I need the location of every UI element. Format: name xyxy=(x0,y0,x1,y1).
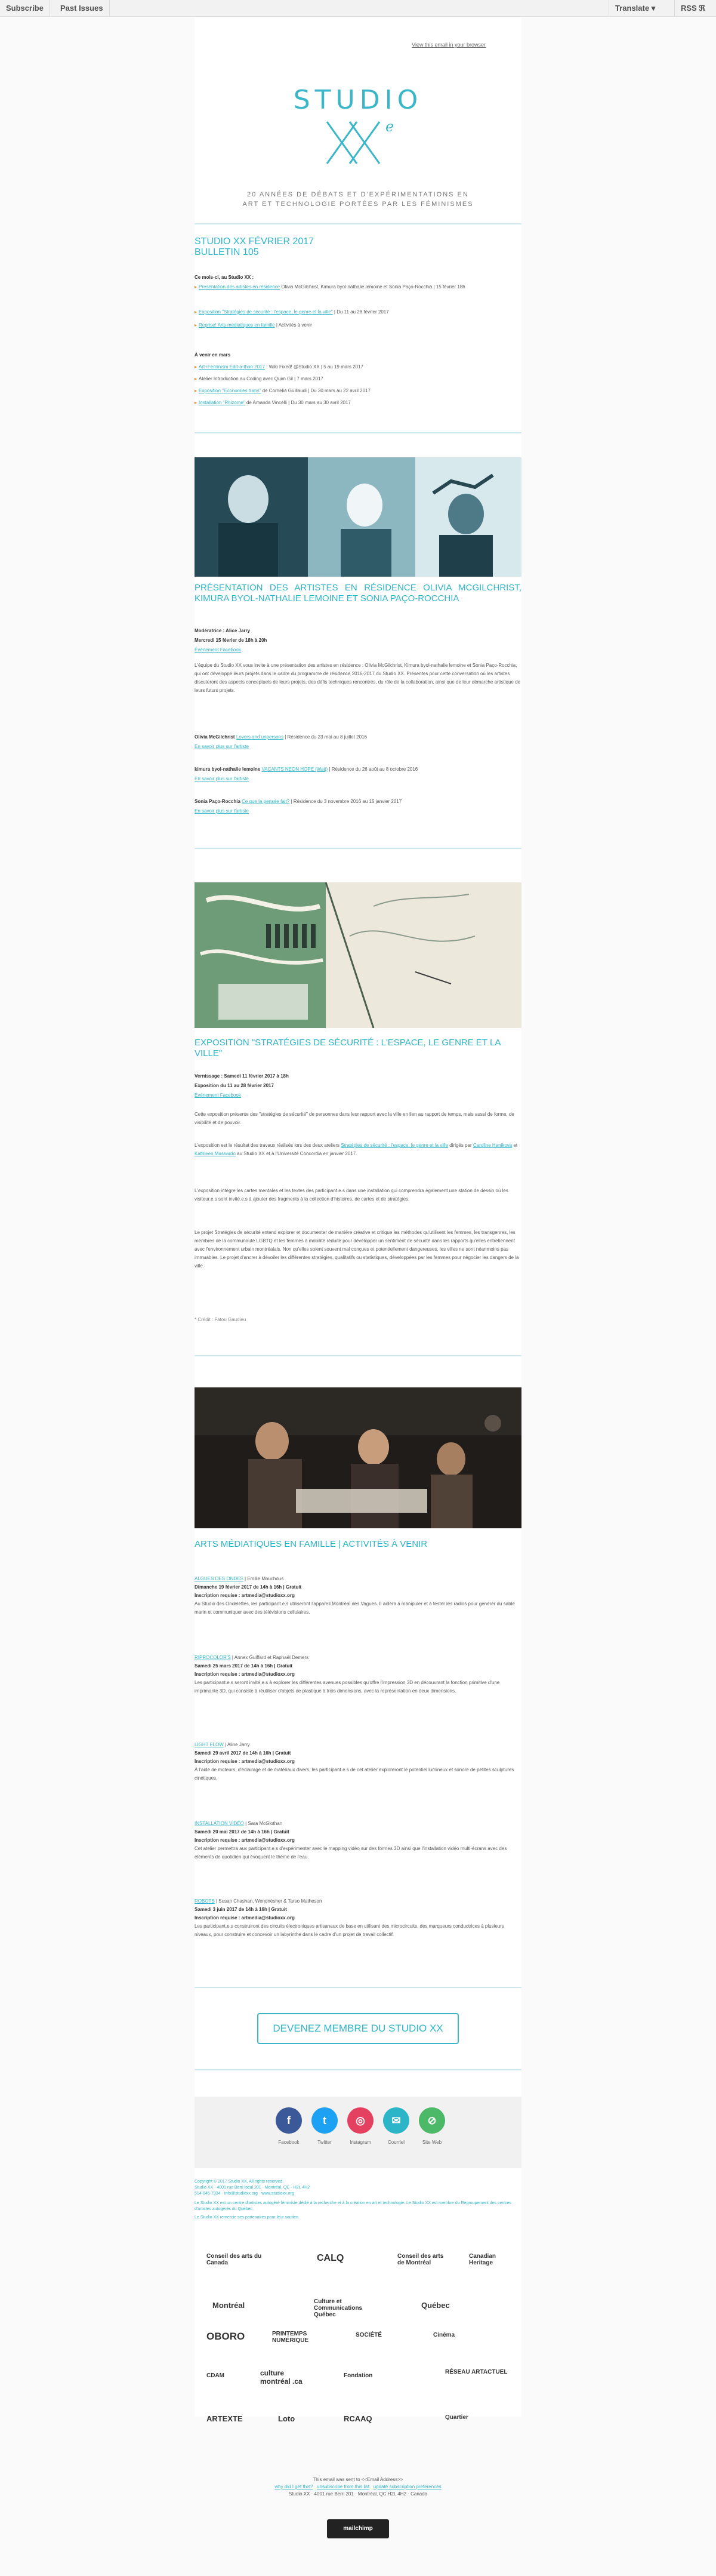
email-icon[interactable]: ✉ xyxy=(383,2107,409,2134)
artist-more-link[interactable]: En savoir plus sur l'artiste xyxy=(195,776,249,781)
artist-project-link[interactable]: Lovers and unpersons xyxy=(236,734,283,740)
social-label[interactable]: Site Web xyxy=(422,2140,442,2145)
subscribe-link[interactable]: Subscribe xyxy=(0,0,50,17)
bulletin-title-line-1: STUDIO XX FÉVRIER 2017 xyxy=(195,236,314,247)
bullet-arrow-icon: ▸ xyxy=(195,388,197,393)
residents-photo-image xyxy=(195,457,521,577)
expo-p2-text: L'exposition est le résultat des travaux réalisés lors des deux ateliers xyxy=(195,1143,341,1148)
expo-dates xyxy=(195,1082,521,1090)
family-event-date xyxy=(195,1583,521,1592)
family-event xyxy=(195,1654,521,1695)
partner-logo[interactable]: Quartier xyxy=(445,2414,468,2421)
expo-fb-link-row xyxy=(195,1091,521,1100)
partner-logos xyxy=(195,2235,521,2454)
upcoming-item-link[interactable]: Exposition "Economies trans" xyxy=(199,388,261,393)
family-event-registration-text: Inscription requise : artmedia@studioxx.org xyxy=(195,1915,295,1921)
bulletin-item-link[interactable]: Exposition "Stratégies de sécurité : l'espace, le genre et la ville" xyxy=(199,309,333,315)
family-event-heading xyxy=(195,1654,521,1662)
social-label[interactable]: Courriel xyxy=(387,2140,405,2145)
bullet-arrow-icon: ▸ xyxy=(195,309,197,315)
partner-logo[interactable]: Fondation xyxy=(344,2372,373,2379)
logo-wordmark: STUDIO xyxy=(293,85,423,115)
upcoming-label xyxy=(195,351,521,359)
copyright-thanks: Le Studio XX remercie ses partenaires pour leur soutien. xyxy=(195,2215,300,2220)
footer-address: Studio XX · 4001 rue Berri 201 · Montréal, QC H2L 4H2 · Canada xyxy=(288,2491,428,2497)
artist-entry xyxy=(195,798,521,806)
upcoming-label-text: À venir en mars xyxy=(195,352,231,358)
artist-more-link[interactable]: En savoir plus sur l'artiste xyxy=(195,808,249,814)
copyright-contact[interactable]: 514-845-7934 · info@studioxx.org · www.studioxx.org xyxy=(195,2192,294,2196)
family-event-host: | Emilie Mouchous xyxy=(243,1576,284,1581)
partner-logo[interactable]: Cinéma xyxy=(433,2332,455,2338)
bulletin-item xyxy=(195,321,521,330)
family-event-description: À l'aide de moteurs, d'éclairage et de matériaux divers, les participant.e.s de cet atelier exploreront le potentiel lumineux et sonore de petites sculptures cinétiques. xyxy=(195,1767,514,1781)
artist-link[interactable]: Kathleen Massardo xyxy=(195,1151,236,1156)
family-event-date xyxy=(195,1662,521,1670)
family-event-link[interactable]: INSTALLATION VIDÉO xyxy=(195,1821,244,1826)
expo-vernissage xyxy=(195,1072,521,1081)
upcoming-item-text: de Amanda Vincelli | Du 30 mars au 30 avril 2017 xyxy=(245,400,351,405)
expo-p4: Le projet Stratégies de sécurité entend explorer et documenter de manière créative et critique les méthodes qu'utilisent les femmes, les transgenres, les membres de la communauté LGBTQ et les femmes à mobilité réduite pour développer un sentiment de sécurité dans les rapports qu'elles entretiennent avec l'environnement urbain montréalais. Non qu'elles soient souvent mal conçues et potentiellement dangereuses, les villes ne sont néanmoins pas immuables. Le projet d'ancrer à dévoiler les différentes stratégies, qualitatifs ou statistiques, développées par les femmes pour négocier les dangers de la ville. xyxy=(195,1230,519,1269)
upcoming-item xyxy=(195,399,521,407)
partner-logo[interactable]: ARTEXTE xyxy=(206,2414,243,2423)
partner-logo[interactable]: Culture et Communications Québec xyxy=(314,2298,363,2318)
divider xyxy=(195,223,521,224)
bulletin-item-text: | Du 11 au 28 février 2017 xyxy=(332,309,389,315)
family-event-host: | Sara McGlothan xyxy=(243,1821,283,1826)
social-label[interactable]: Facebook xyxy=(278,2140,300,2145)
copyright-address: Studio XX · 4001 rue Berri local 201 · Montréal, QC · H2L 4H2 xyxy=(195,2186,310,2190)
moderator-text: Modératrice : Alice Jarry xyxy=(195,628,251,633)
logo-superscript: e xyxy=(385,118,394,135)
email-footer xyxy=(0,2476,716,2498)
partner-logo[interactable]: CDAM xyxy=(206,2372,224,2379)
tagline-line-1: 20 ANNÉES DE DÉBATS ET D'EXPÉRIMENTATIONS EN xyxy=(247,191,469,198)
residents-when xyxy=(195,636,521,645)
family-event-date xyxy=(195,1749,521,1758)
partner-logo[interactable]: OBORO xyxy=(206,2331,245,2342)
partner-logo[interactable]: Montréal xyxy=(212,2301,245,2310)
family-event-description: Cet atelier permettra aux participant.e.s d'expérimenter avec le mapping vidéo sur des formes 3D ainsi que l'installation vidéo multi-écrans avec des éléments de quotidien qui évoquent le thème de l'eau. xyxy=(195,1846,507,1860)
partner-logo[interactable]: PRINTEMPS NUMÉRIQUE xyxy=(272,2331,309,2344)
artist-dates: | Résidence du 3 novembre 2016 au 15 janvier 2017 xyxy=(289,799,402,804)
social-label[interactable]: Twitter xyxy=(317,2140,332,2145)
upcoming-item xyxy=(195,363,521,371)
upcoming-item-link[interactable]: Art+Feminism Edit-a-thon 2017 xyxy=(199,364,265,370)
view-in-browser-link[interactable]: View this email in your browser xyxy=(412,42,486,48)
bullet-arrow-icon: ▸ xyxy=(195,376,197,381)
residents-title: PRÉSENTATION DES ARTISTES EN RÉSIDENCE OLIVIA MCGILCHRIST, KIMURA BYOL-NATHALIE LEMOINE ET SONIA PAÇO-ROCCHIA xyxy=(195,583,521,604)
expo-p2-text: dirigés par xyxy=(448,1143,473,1148)
upcoming-item-text: : Wiki Fixed! @Studio XX | 5 au 19 mars 2017 xyxy=(264,364,363,370)
artist-link[interactable]: Caroline Hanikova xyxy=(473,1143,513,1148)
family-event-date-text: Samedi 3 juin 2017 de 14h à 16h | Gratuit xyxy=(195,1907,287,1912)
become-member-button[interactable]: DEVENEZ MEMBRE DU STUDIO XX xyxy=(257,2013,459,2044)
expo-p1: Cette exposition présente des "stratégies de sécurité" de personnes dans leur rapport avec la ville en lien au rapport de temps, mais aussi de forme, de visibilité et de pouvoir. xyxy=(195,1112,514,1125)
bulletin-title-line-2: BULLETIN 105 xyxy=(195,247,259,257)
moderator xyxy=(195,627,521,635)
divider xyxy=(195,1355,521,1356)
artist-dates: | Résidence du 26 août au 8 octobre 2016 xyxy=(328,767,418,772)
divider xyxy=(195,1987,521,1988)
expo-dates-text: Exposition du 11 au 28 février 2017 xyxy=(195,1083,274,1088)
family-event-registration xyxy=(195,1758,521,1766)
update-preferences-link[interactable]: update subscription preferences xyxy=(373,2484,442,2489)
bulletin-item-text: | Activités à venir xyxy=(274,322,312,328)
artist-more-row xyxy=(195,775,521,783)
bullet-arrow-icon: ▸ xyxy=(195,364,197,370)
partner-logo[interactable]: culture montréal .ca xyxy=(260,2369,303,2386)
top-nav-bar xyxy=(0,0,716,17)
expo-p3: L'exposition intègre les cartes mentales et les textes des participant.e.s dans une installation qui comprendra également une station de dessin où les visiteur.e.s sont invité.e.s à ajouter des fragments à la collection d'histoires, de cartes et de stratégies. xyxy=(195,1188,508,1202)
rss-link[interactable]: RSS ℜ xyxy=(674,0,716,17)
family-event-link[interactable]: ALGUES DES ONDES xyxy=(195,1576,243,1581)
facebook-event-link[interactable]: Événement Facebook xyxy=(195,1092,241,1098)
family-event-registration-text: Inscription requise : artmedia@studioxx.org xyxy=(195,1593,295,1598)
mailchimp-badge[interactable]: mailchimp xyxy=(327,2519,389,2538)
footer-sent-to: This email was sent to <<Email Address>> xyxy=(313,2477,403,2482)
residents-body: L'équipe du Studio XX vous invite à une présentation des artistes en résidence : Olivia McGilchrist, Kimura byol-nathalie lemoine et Sonia Paço-Rocchia, qui ont développé leurs projets dans le cadre du programme de résidence 2016-2017 du Studio XX. Présentes pour cette conversation où les artistes discuteront des aspects conceptuels de leurs projets, des défis techniques rencontrés, du rôle de la collaboration, ainsi que de leur démarche artistique de leurs futurs projets. xyxy=(195,663,521,693)
family-event-registration-text: Inscription requise : artmedia@studioxx.org xyxy=(195,1838,295,1843)
artist-project-link[interactable]: Ce que la pensée fait? xyxy=(242,799,290,804)
bulletin-item xyxy=(195,283,521,291)
expo-p2-text: au Studio XX et à l'Université Concordia en janvier 2017. xyxy=(235,1151,357,1156)
partner-logo[interactable]: Québec xyxy=(421,2301,450,2310)
artist-more-link[interactable]: En savoir plus sur l'artiste xyxy=(195,744,249,749)
family-event-heading xyxy=(195,1741,521,1749)
social-label[interactable]: Instagram xyxy=(350,2140,371,2145)
family-event-date-text: Samedi 25 mars 2017 de 14h à 16h | Gratuit xyxy=(195,1663,293,1669)
family-event xyxy=(195,1820,521,1861)
family-event-description: Les participant.e.s seront invité.e.s à explorer les différentes avenues possibles qu'offre l'impression 3D en découvrant la fonction primitive d'une imprimante 3D, qui consiste à réutiliser d'objets de plastique à trois dimensions, avec la représentation en deux dimensions. xyxy=(195,1680,500,1694)
residents-fb-link-row xyxy=(195,646,521,654)
expo-map-photo[interactable] xyxy=(195,882,521,1028)
partner-logo[interactable]: Conseil des arts de Montréal xyxy=(397,2253,444,2266)
family-event-registration-text: Inscription requise : artmedia@studioxx.org xyxy=(195,1672,295,1677)
bullet-arrow-icon: ▸ xyxy=(195,322,197,328)
expo-credit: * Crédit : Fatou Gaudieu xyxy=(195,1317,246,1322)
family-event-registration xyxy=(195,1670,521,1679)
translate-dropdown[interactable]: Translate ▾ xyxy=(609,0,661,17)
artist-entry xyxy=(195,733,521,741)
bulletin-item-link[interactable]: Reprise! Arts médiatiques en famille xyxy=(199,322,275,328)
residents-photo[interactable] xyxy=(195,457,521,577)
upcoming-item xyxy=(195,375,521,383)
workshop-link[interactable]: Stratégies de sécurité : l'espace, le genre et la ville xyxy=(341,1143,449,1148)
bulletin-item-link[interactable]: Présentation des artistes en résidence xyxy=(199,284,280,290)
artist-dates: | Résidence du 23 mai au 8 juillet 2016 xyxy=(283,734,367,740)
artist-name: Olivia McGilchrist xyxy=(195,734,235,740)
family-event-host: | Aline Jarry xyxy=(223,1742,250,1747)
bulletin-intro xyxy=(195,273,521,282)
artist-name: kimura byol-nathalie lemoine xyxy=(195,767,261,772)
artist-entry xyxy=(195,765,521,774)
divider xyxy=(195,2069,521,2070)
family-event xyxy=(195,1575,521,1617)
copyright-about: Le Studio XX est un centre d'artistes autogéré féministe dédié à la recherche et à la création en art et technologie. Le Studio XX est membre du Regroupement des centres d'artistes autogérés du Québec. xyxy=(195,2201,511,2211)
bullet-arrow-icon: ▸ xyxy=(195,284,197,290)
family-event xyxy=(195,1741,521,1783)
upcoming-item-link[interactable]: Installation "Rhizome" xyxy=(199,400,245,405)
facebook-icon[interactable]: f xyxy=(276,2107,302,2134)
bullet-arrow-icon: ▸ xyxy=(195,400,197,405)
residents-when-text: Mercredi 15 février de 18h à 20h xyxy=(195,638,267,643)
tagline xyxy=(206,190,510,209)
family-title: ARTS MÉDIATIQUES EN FAMILLE | ACTIVITÉS À VENIR xyxy=(195,1539,428,1549)
family-event-date xyxy=(195,1906,521,1914)
family-event-heading xyxy=(195,1897,521,1906)
bulletin-intro-label: Ce mois-ci, au Studio XX : xyxy=(195,275,254,280)
artist-name: Sonia Paço-Rocchia xyxy=(195,799,240,804)
family-event-date-text: Samedi 29 avril 2017 de 14h à 16h | Gratuit xyxy=(195,1750,291,1756)
partner-logo[interactable]: Conseil des arts du Canada xyxy=(206,2253,262,2266)
family-event-registration xyxy=(195,1592,521,1600)
expo-map-image xyxy=(195,882,521,1028)
email-body xyxy=(195,17,521,2423)
copyright-line: Copyright © 2017 Studio XX, All rights reserved. xyxy=(195,2180,284,2184)
partner-logo[interactable]: RÉSEAU ARTACTUEL xyxy=(445,2369,508,2375)
family-event-description: Les participant.e.s construiront des circuits électroniques artisanaux de base en utilisant des microcircuits, des marqueurs conductrices à plusieurs niveaux, pour construire et concevoir un labyrinthe dans le cadre d'un projet de travail collectif. xyxy=(195,1923,504,1937)
expo-vernissage-text: Vernissage : Samedi 11 février 2017 à 18h xyxy=(195,1073,289,1079)
bulletin-item xyxy=(195,308,521,316)
family-workshop-image xyxy=(195,1387,521,1528)
footer-links xyxy=(0,2483,716,2491)
artist-more-row xyxy=(195,807,521,815)
artist-more-row xyxy=(195,743,521,751)
partner-logo[interactable]: RCAAQ xyxy=(344,2414,372,2423)
expo-p2-text: et xyxy=(512,1143,518,1148)
divider xyxy=(195,848,521,849)
facebook-event-link[interactable]: Événement Facebook xyxy=(195,647,241,653)
family-event-registration xyxy=(195,1836,521,1845)
upcoming-item xyxy=(195,387,521,395)
family-event xyxy=(195,1897,521,1939)
copyright-block xyxy=(195,2179,521,2221)
tagline-line-2: ART ET TECHNOLOGIE PORTÉES PAR LES FÉMINISMES xyxy=(242,201,474,208)
partner-logo[interactable]: SOCIÉTÉ xyxy=(356,2332,382,2338)
studio-xx-logo[interactable] xyxy=(195,81,521,189)
why-link[interactable]: why did I get this? xyxy=(274,2484,313,2489)
social-links xyxy=(195,2097,521,2168)
family-workshop-photo[interactable] xyxy=(195,1387,521,1528)
artist-project-link[interactable]: VACANTS NEON HOPE (Wait) xyxy=(261,767,328,772)
upcoming-item-text: Atelier Introduction au Coding avec Quim Gil | 7 mars 2017 xyxy=(199,376,323,381)
family-event-date-text: Dimanche 19 février 2017 de 14h à 16h | Gratuit xyxy=(195,1584,302,1590)
partner-logo[interactable]: Loto xyxy=(278,2414,295,2423)
partner-logo[interactable]: Canadian Heritage xyxy=(469,2253,496,2266)
expo-title: EXPOSITION "STRATÉGIES DE SÉCURITÉ : L'ESPACE, LE GENRE ET LA VILLE" xyxy=(195,1038,501,1058)
bulletin-item-text: Olivia McGilchrist, Kimura byol-nathalie lemoine et Sonia Paço-Rocchia | 15 février 18h xyxy=(280,284,465,290)
logo-xx-mark xyxy=(323,116,401,170)
past-issues-link[interactable]: Past Issues xyxy=(54,0,110,17)
partner-logo[interactable]: CALQ xyxy=(317,2253,344,2263)
family-event-registration xyxy=(195,1914,521,1922)
bulletin-title xyxy=(195,236,521,258)
family-event-date-text: Samedi 20 mai 2017 de 14h à 16h | Gratuit xyxy=(195,1829,289,1835)
family-event-link[interactable]: ROBOTS xyxy=(195,1898,215,1904)
instagram-icon[interactable]: ◎ xyxy=(347,2107,374,2134)
link-icon[interactable]: ⊘ xyxy=(419,2107,445,2134)
family-event-host: | Annex Guiffard et Raphaël Demers xyxy=(230,1655,309,1660)
family-event-host: | Susan Chashan, Wendnésher & Tarso Matheson xyxy=(214,1898,322,1904)
family-event-description: Au Studio des Ondelettes, les participant.e.s utiliseront l'appareil Montréal des Vagues. Il aidera à manipuler et à tester les radios pour générer du sable marin et communiquer avec des télévisions cellulaires. xyxy=(195,1601,515,1615)
twitter-icon[interactable]: t xyxy=(311,2107,338,2134)
family-event-date xyxy=(195,1828,521,1836)
expo-p2 xyxy=(195,1141,521,1158)
family-event-registration-text: Inscription requise : artmedia@studioxx.org xyxy=(195,1759,295,1764)
unsubscribe-link[interactable]: unsubscribe from this list xyxy=(317,2484,370,2489)
family-event-heading xyxy=(195,1575,521,1583)
family-event-heading xyxy=(195,1820,521,1828)
family-event-link[interactable]: RIPROCOLOR'S xyxy=(195,1655,231,1660)
upcoming-item-text: de Cornelia Guillaudi | Du 30 mars au 22 avril 2017 xyxy=(261,388,371,393)
divider xyxy=(195,432,521,433)
family-event-link[interactable]: LIGHT FLOW xyxy=(195,1742,224,1747)
